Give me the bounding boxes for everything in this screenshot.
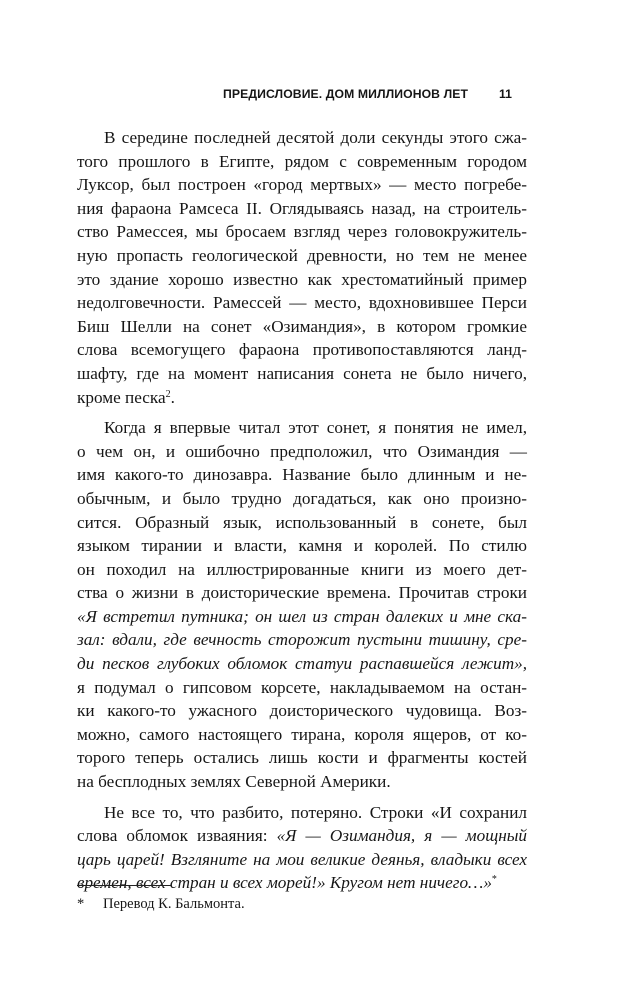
text-run: слова обломок изваяния:: [77, 826, 277, 846]
text-run: обычным, и было трудно догадаться, как оно произно-: [77, 488, 527, 508]
text-run: языком тирании и власти, камня и королей. По стилю: [77, 536, 527, 556]
text-line: [77, 463, 527, 487]
text-line: [77, 605, 527, 629]
text-run: сится. Образный язык, использованный в сонете, был: [77, 512, 527, 532]
paragraph-gap: [77, 794, 527, 801]
paragraph: [77, 416, 527, 794]
text-run: ства о жизни в доисторические времена. Прочитав строки: [77, 583, 527, 603]
text-run: можно, самого настоящего тирана, короля ящеров, от ко-: [77, 724, 527, 744]
text-run: Не все то, что разбито, потеряно. Строки «И сохранил: [104, 802, 527, 822]
text-run: имя какого-то динозавра. Название было длинным и не-: [77, 465, 527, 485]
text-line: [77, 628, 527, 652]
text-line: [77, 150, 527, 174]
text-line: [77, 244, 527, 268]
footnote: [77, 894, 527, 914]
text-run: слова всемогущего фараона противопоставляются ланд-: [77, 340, 527, 360]
text-line: [77, 362, 527, 386]
text-line: [77, 746, 527, 770]
text-run: зал: вдали, где вечность сторожит пустыни тишину, сре-: [77, 630, 527, 650]
text-line: [77, 173, 527, 197]
text-run: .: [170, 387, 175, 407]
text-run: ную пропасть геологической древности, но тем не менее: [77, 245, 527, 265]
text-run: шафту, где на момент написания сонета не было ничего,: [77, 363, 527, 383]
text-line: [77, 268, 527, 292]
text-line: [77, 291, 527, 315]
page-number: 11: [499, 87, 512, 101]
text-run: я подумал о гипсовом корсете, накладываемом на остан-: [77, 677, 527, 697]
text-run: он походил на иллюстрированные книги из моего дет-: [77, 559, 527, 579]
text-line: [77, 676, 527, 700]
text-run: «Я встретил путника; он шел из стран далеких и мне ска-: [77, 606, 527, 626]
footnote-text: Перевод К. Бальмонта.: [103, 896, 245, 912]
text-run: кроме песка: [77, 387, 166, 407]
text-line: [77, 534, 527, 558]
text-line: [77, 848, 527, 872]
text-run: Когда я впервые читал этот сонет, я понятия не имел,: [104, 418, 527, 438]
text-line: [77, 801, 527, 825]
text-line: [77, 386, 527, 410]
text-run: недолговечности. Рамессей — место, вдохновившее Перси: [77, 293, 527, 313]
text-line: [77, 871, 527, 895]
body-text: [77, 126, 527, 895]
text-run: царь царей! Взгляните на мои великие деянья, владыки всех: [77, 849, 527, 869]
paragraph: [77, 801, 527, 895]
text-run: того прошлого в Египте, рядом с современным городом: [77, 151, 527, 171]
footnote-divider: [77, 885, 171, 886]
text-line: [77, 723, 527, 747]
text-line: [77, 220, 527, 244]
paragraph: [77, 126, 527, 409]
text-run: В середине последней десятой доли секунды этого сжа-: [104, 128, 527, 147]
text-run: ди песков глубоких обломок статуи распавшейся лежит»,: [77, 654, 527, 674]
text-line: [77, 699, 527, 723]
running-header-title: ПРЕДИСЛОВИЕ. ДОМ МИЛЛИОНОВ ЛЕТ: [223, 87, 468, 101]
footnote-reference: *: [491, 874, 497, 886]
text-run: времен, всех стран и всех морей!» Кругом нет ничего…»: [77, 873, 492, 893]
text-line: [77, 126, 527, 150]
text-run: Биш Шелли на сонет «Озимандия», в котором громкие: [77, 316, 527, 336]
text-run: это здание хорошо известно как хрестоматийный пример: [77, 269, 527, 289]
text-run: ния фараона Рамсеса II. Оглядываясь назад, на строитель-: [77, 198, 527, 218]
text-line: [77, 511, 527, 535]
text-line: [77, 824, 527, 848]
text-run: Луксор, был построен «город мертвых» — место погребе-: [77, 175, 527, 195]
text-line: [77, 338, 527, 362]
text-run: торого теперь остались лишь кости и фрагменты костей: [77, 748, 527, 768]
text-run: на бесплодных землях Северной Америки.: [77, 772, 391, 792]
text-line: [77, 487, 527, 511]
text-line: [77, 652, 527, 676]
text-line: [77, 197, 527, 221]
text-run: ство Рамессея, мы бросаем взгляд через головокружитель-: [77, 222, 527, 242]
text-line: [77, 581, 527, 605]
text-line: [77, 416, 527, 440]
text-line: [77, 440, 527, 464]
paragraph-gap: [77, 409, 527, 416]
text-line: [77, 770, 527, 794]
text-line: [77, 315, 527, 339]
text-line: [77, 558, 527, 582]
text-run: «Я — Озимандия, я — мощный: [276, 826, 527, 846]
text-run: ки какого-то ужасного доисторического чудовища. Воз-: [77, 701, 527, 721]
running-header: [0, 87, 619, 107]
text-run: о чем он, и ошибочно предположил, что Озимандия —: [77, 441, 527, 461]
footnote-reference: 2: [165, 388, 171, 400]
footnote-mark: *: [77, 896, 85, 912]
